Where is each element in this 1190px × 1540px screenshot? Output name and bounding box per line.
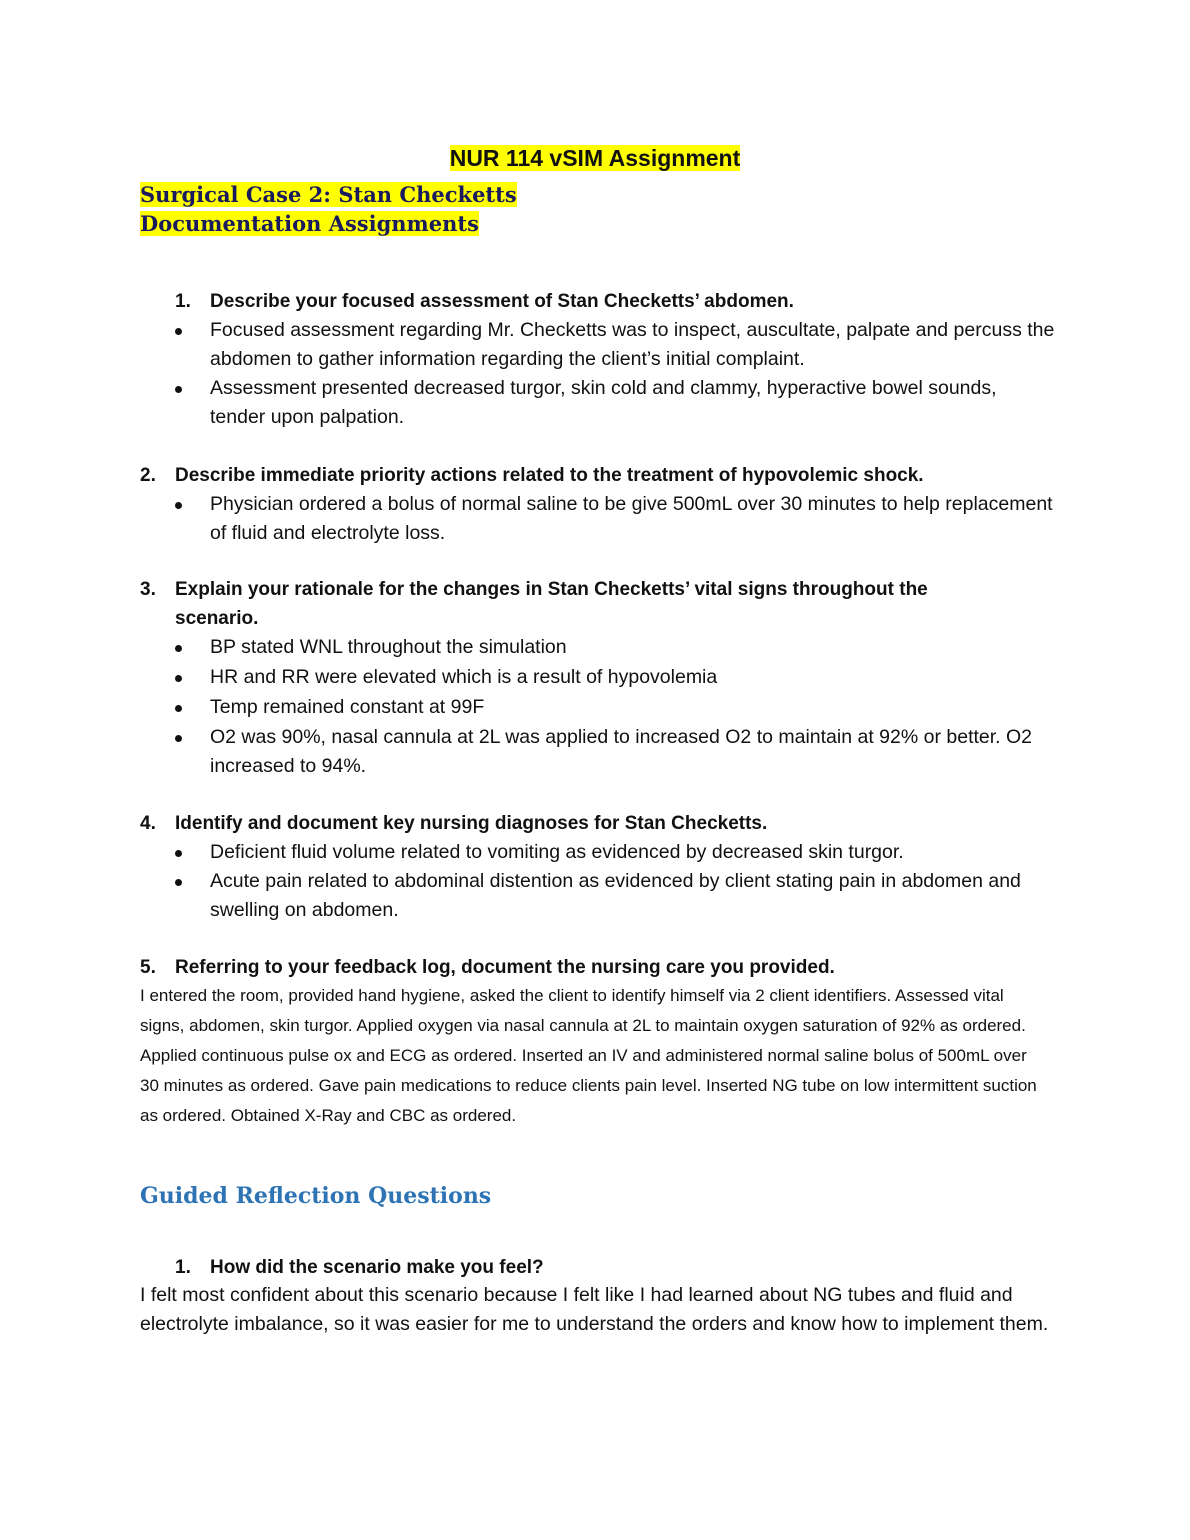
question-text: How did the scenario make you feel?: [210, 1257, 544, 1278]
list-item: [175, 693, 1055, 722]
question-text: Describe your focused assessment of Stan Checketts’ abdomen.: [210, 291, 794, 312]
bullet-icon: [175, 675, 182, 682]
page-title: [0, 143, 1190, 173]
bullet-icon: [175, 879, 182, 886]
bullet-icon: [175, 705, 182, 712]
bullet-icon: [175, 850, 182, 857]
question-text: Describe immediate priority actions related to the treatment of hypovolemic shock.: [175, 465, 924, 486]
case-title-line2: Documentation Assignments: [140, 211, 479, 236]
bullet-icon: [175, 328, 182, 335]
answer-text: BP stated WNL throughout the simulation: [210, 636, 567, 658]
list-item: [175, 490, 1055, 548]
question-text: scenario.: [175, 608, 259, 629]
question-number: 1.: [175, 1257, 191, 1278]
question-number: 4.: [140, 813, 156, 834]
list-item: [175, 723, 1055, 781]
question-1-answers: [175, 316, 1055, 432]
question-2-answers: [175, 490, 1055, 548]
list-item: [175, 663, 1055, 692]
case-title: [140, 180, 517, 238]
answer-text: Acute pain related to abdominal distention as evidenced by client stating pain in abdomen and swelling on abdomen.: [210, 870, 1021, 921]
question-3-continued: [175, 604, 258, 633]
list-item: [175, 374, 1055, 432]
question-number: 3.: [140, 579, 156, 600]
list-item: [175, 838, 1055, 867]
page-title-text: NUR 114 vSIM Assignment: [449, 145, 741, 171]
bullet-icon: [175, 386, 182, 393]
question-text: Identify and document key nursing diagnoses for Stan Checketts.: [175, 813, 768, 834]
question-3-answers: [175, 633, 1055, 781]
question-4-answers: [175, 838, 1055, 925]
bullet-icon: [175, 502, 182, 509]
question-number: 5.: [140, 957, 156, 978]
question-5-answer: I entered the room, provided hand hygiene, asked the client to identify himself via 2 client identifiers. Assessed vital signs, abdomen, skin turgor. Applied oxygen via nasal cannula at 2L to maintain oxygen saturation of 92% as ordered. Applied continuous pulse ox and ECG as ordered. Inserted an IV and administered normal saline bolus of 500mL over 30 minutes as ordered. Gave pain medications to reduce clients pain level. Inserted NG tube on low intermittent suction as ordered. Obtained X-Ray and CBC as ordered.: [140, 986, 1037, 1125]
list-item: [175, 867, 1055, 925]
question-text: Explain your rationale for the changes in Stan Checketts’ vital signs throughout the: [175, 579, 928, 600]
bullet-icon: [175, 735, 182, 742]
question-number: 2.: [140, 465, 156, 486]
question-text: Referring to your feedback log, document the nursing care you provided.: [175, 957, 835, 978]
answer-text: HR and RR were elevated which is a result of hypovolemia: [210, 666, 718, 688]
list-item: [175, 316, 1055, 374]
answer-text: O2 was 90%, nasal cannula at 2L was applied to increased O2 to maintain at 92% or better. O2 increased to 94%.: [210, 726, 1033, 777]
case-title-line1: Surgical Case 2: Stan Checketts: [140, 182, 517, 207]
answer-text: Physician ordered a bolus of normal saline to be give 500mL over 30 minutes to help replacement of fluid and electrolyte loss.: [210, 493, 1053, 544]
list-item: [175, 633, 1055, 662]
section-heading: Guided Reflection Questions: [140, 1183, 492, 1209]
bullet-icon: [175, 645, 182, 652]
answer-text: Focused assessment regarding Mr. Checketts was to inspect, auscultate, palpate and percuss the abdomen to gather information regarding the client’s initial complaint.: [210, 319, 1055, 370]
answer-text: Temp remained constant at 99F: [210, 696, 485, 718]
reflection-answer-1: I felt most confident about this scenario because I felt like I had learned about NG tubes and fluid and electrolyte imbalance, so it was easier for me to understand the orders and know how to implement them.: [140, 1284, 1049, 1335]
answer-text: Assessment presented decreased turgor, skin cold and clammy, hyperactive bowel sounds, tender upon palpation.: [210, 377, 997, 428]
answer-text: Deficient fluid volume related to vomiting as evidenced by decreased skin turgor.: [210, 841, 904, 863]
question-number: 1.: [175, 291, 191, 312]
